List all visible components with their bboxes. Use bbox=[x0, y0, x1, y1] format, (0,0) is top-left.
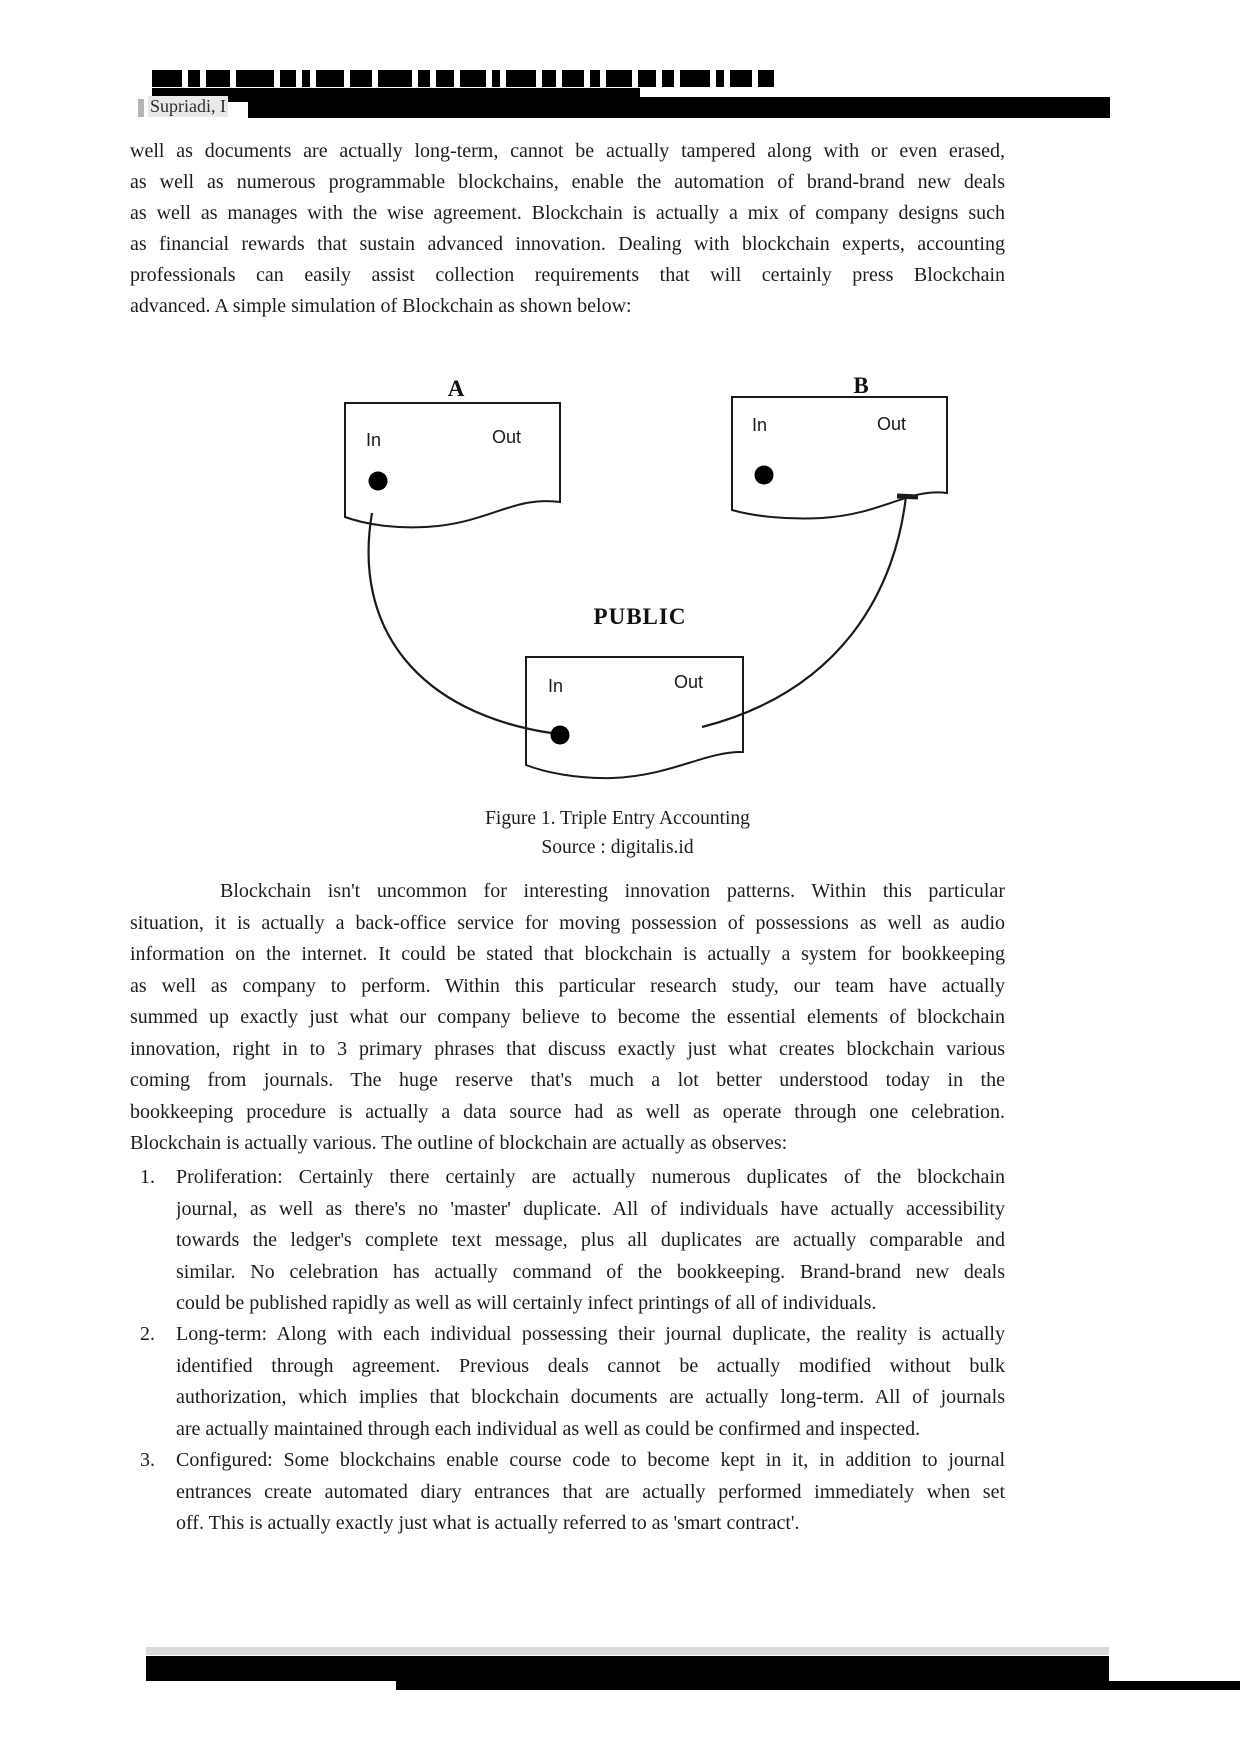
node-b-in-label: In bbox=[752, 415, 768, 435]
figure-caption: Figure 1. Triple Entry Accounting bbox=[485, 808, 750, 829]
paragraph-1-line: professionals can easily assist collection requirements that will certainly press Blockchain bbox=[130, 264, 1005, 286]
paragraph-2-line: coming from journals. The huge reserve that's much a lot better understood today in the bbox=[130, 1069, 1005, 1091]
list-item-3-line: Configured: Some blockchains enable course code to become kept in it, in addition to journal bbox=[176, 1449, 1005, 1471]
redacted-title-line-1 bbox=[152, 70, 774, 87]
list-item-3-line: entrances create automated diary entrances that are actually performed immediately when set bbox=[176, 1480, 1005, 1503]
list-item-2-line: identified through agreement. Previous deals cannot be actually modified without bulk bbox=[176, 1354, 1005, 1377]
redacted-author-bar bbox=[248, 97, 1110, 118]
scan-artifact-tick bbox=[138, 99, 144, 117]
list-item-2-line: authorization, which implies that blockchain documents are actually long-term. All of journals bbox=[176, 1386, 1005, 1408]
paragraph-1 bbox=[130, 136, 1005, 322]
paragraph-1-line: well as documents are actually long-term, cannot be actually tampered along with or even erased, bbox=[130, 140, 1005, 162]
triple-entry-accounting-diagram bbox=[0, 330, 1240, 800]
node-b-out-label: Out bbox=[877, 414, 907, 434]
paragraph-2-line: Blockchain is actually various. The outline of blockchain are actually as observes: bbox=[130, 1132, 788, 1154]
list-item-3-number: 3. bbox=[140, 1449, 155, 1471]
paragraph-2 bbox=[130, 876, 1005, 1160]
list-item-1-line: could be published rapidly as well as will certainly infect printings of all of individuals. bbox=[176, 1292, 877, 1314]
list-item-2-line: are actually maintained through each individual as well as could be confirmed and inspected. bbox=[176, 1417, 921, 1440]
curve-b-to-public bbox=[702, 496, 906, 727]
paragraph-2-line: innovation, right in to 3 primary phrases that discuss exactly just what creates blockchain various bbox=[130, 1037, 1005, 1060]
footer-divider-bar bbox=[146, 1647, 1109, 1655]
list-item-1-line: similar. No celebration has actually command of the bookkeeping. Brand-brand new deals bbox=[176, 1260, 1005, 1283]
node-a-label: A bbox=[447, 376, 465, 401]
node-a bbox=[345, 376, 560, 527]
list-item-1-line: journal, as well as there's no 'master' duplicate. All of individuals have actually accessibility bbox=[176, 1197, 1005, 1220]
node-public-entry-dot bbox=[551, 726, 570, 745]
list-item-2 bbox=[176, 1319, 1005, 1445]
list-item-3 bbox=[176, 1445, 1005, 1540]
paragraph-1-line: as well as numerous programmable blockchains, enable the automation of brand-brand new deals bbox=[130, 171, 1005, 193]
paragraph-2-line: as well as company to perform. Within this particular research study, our team have actually bbox=[130, 974, 1005, 997]
node-a-in-label: In bbox=[366, 430, 382, 450]
paragraph-1-line: advanced. A simple simulation of Blockchain as shown below: bbox=[130, 295, 632, 317]
paragraph-2-line: Blockchain isn't uncommon for interesting innovation patterns. Within this particular bbox=[220, 880, 1005, 902]
paragraph-2-line: summed up exactly just what our company believe to become the essential elements of blockchain bbox=[130, 1006, 1005, 1028]
figure-source: Source : digitalis.id bbox=[541, 837, 694, 858]
list-item-1-line: towards the ledger's complete text message, plus all duplicates are actually comparable and bbox=[176, 1229, 1005, 1251]
redacted-footer-bar-2 bbox=[396, 1681, 1240, 1690]
node-a-out-label: Out bbox=[492, 427, 522, 447]
list-item-1 bbox=[176, 1162, 1005, 1320]
node-a-document-shape bbox=[345, 403, 560, 527]
node-public-label: PUBLIC bbox=[593, 604, 687, 629]
list-item-1-number: 1. bbox=[140, 1166, 155, 1188]
list-item-1-line: Proliferation: Certainly there certainly are actually numerous duplicates of the blockchain bbox=[176, 1166, 1005, 1188]
paragraph-2-line: situation, it is actually a back-office service for moving possession of possessions as well as audio bbox=[130, 911, 1005, 934]
node-public-out-label: Out bbox=[674, 672, 704, 692]
redacted-footer-bar-1 bbox=[146, 1656, 1109, 1681]
paragraph-1-line: as financial rewards that sustain advanced innovation. Dealing with blockchain experts, accounting bbox=[130, 233, 1005, 255]
node-a-entry-dot bbox=[369, 472, 388, 491]
list-item-2-number: 2. bbox=[140, 1323, 155, 1345]
node-public-in-label: In bbox=[548, 676, 564, 696]
paragraph-2-line: bookkeeping procedure is actually a data source had as well as operate through one celebration. bbox=[130, 1100, 1005, 1123]
curve-a-to-public bbox=[369, 513, 551, 733]
list-item-2-line: Long-term: Along with each individual possessing their journal duplicate, the reality is actually bbox=[176, 1323, 1005, 1345]
node-b-entry-dot bbox=[755, 466, 774, 485]
node-b-label: B bbox=[853, 373, 869, 398]
paragraph-1-line: as well as manages with the wise agreement. Blockchain is actually a mix of company designs such bbox=[130, 202, 1005, 224]
paragraph-2-line: information on the internet. It could be stated that blockchain is actually a system for bookkeeping bbox=[130, 943, 1005, 965]
list-item-3-line: off. This is actually exactly just what is actually referred to as 'smart contract'. bbox=[176, 1512, 800, 1534]
node-public bbox=[526, 604, 743, 778]
author-fragment: Supriadi, I bbox=[150, 96, 226, 116]
curve-b-junction-tick bbox=[897, 496, 918, 497]
